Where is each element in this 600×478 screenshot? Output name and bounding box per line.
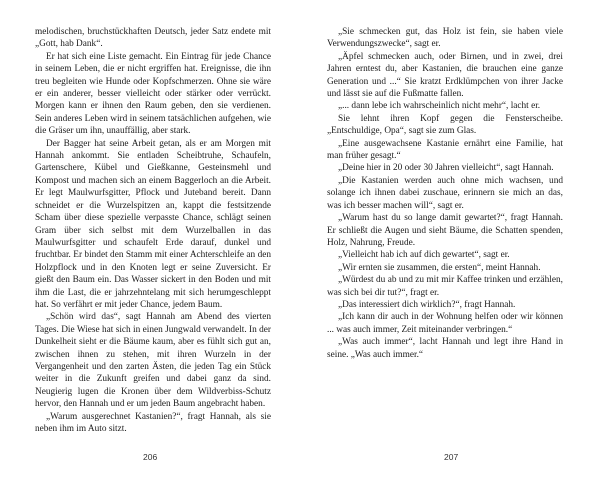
paragraph: „Wir ernten sie zusammen, die ersten“, meint Hannah.: [338, 262, 541, 273]
paragraph: Der Bagger hat seine Arbeit getan, als er am Morgen mit Hannah ankommt. Sie entladen Scheibtruhe, Schaufeln, Gartenschere, Kübel und Gießkanne, Gesteinsmehl und Kompost und machen sich an einem Baggerloch an die Arbeit. Er legt Maulwurfsgitter, Pflock und Juteband bereit. Dann schneidet er die Wurzelspitzen an, kappt die festsitzende Scham über diese spezielle verpasste Chance, schlägt seinen Gram über sich selbst mit dem Wurzelballen in das Maulwurfsgitter und schaufelt Erde darauf, dunkel und fruchtbar. Er bindet den Stamm mit einer Achterschleife an den Holzpflock und in den Knoten legt er seine Zuversicht. Er gießt den Baum ein. Das Wasser sickert in den Boden und mit ihm die Last, die er jahrzehntelang mit sich herumgeschleppt hat. So verfährt er mit jeder Chance, jedem Baum.: [35, 138, 271, 310]
page-number-right: 207: [444, 452, 459, 462]
paragraph: „Eine ausgewachsene Kastanie ernährt eine Familie, hat man früher gesagt.“: [327, 138, 563, 162]
paragraph: „Schön wird das“, sagt Hannah am Abend des vierten Tages. Die Wiese hat sich in einen Jungwald verwandelt. In der Dunkelheit sieht er die Bäume kaum, aber es fühlt sich gut an, zwischen ihnen zu stehen, mit ihren Wurzeln in der Vergangenheit und den zarten Ästen, die jeden Tag ein Stück weiter in die Zukunft greifen und dabei ganz da sind. Neugierig lugen die Kronen über dem Wildverbiss-Schutz hervor, den Hannah und er um jeden Baum angebracht haben.: [35, 312, 271, 410]
paragraph: „Warum ausgerechnet Kastanien?“, fragt Hannah, als sie neben ihm im Auto sitzt.: [35, 411, 271, 434]
right-page-text: [327, 26, 563, 361]
paragraph: „Das interessiert dich wirklich?“, fragt Hannah.: [338, 299, 516, 310]
paragraph: „Vielleicht hab ich auf dich gewartet“, sagt er.: [338, 250, 510, 261]
paragraph: „Die Kastanien werden auch ohne mich wachsen, und solange ich ihnen dabei zuschaue, erinnern sie mich an das, was ich besser machen will“, sagt er.: [327, 175, 563, 211]
paragraph: Er hat sich eine Liste gemacht. Ein Eintrag für jede Chance in seinem Leben, die er nicht ergriffen hat. Ereignisse, die ihn treu begleiten wie Hunde oder Kopfschmerzen. Ohne sie wäre er ein anderer, besser vielleicht oder stärker oder verrückt. Morgen kann er ihnen den Raum geben, den sie verdienen. Sein anderes Leben wird in seinem tatsächlichen aufgehen, wie die Gräser um ihn, unauffällig, aber stark.: [35, 51, 271, 137]
paragraph: Sie lehnt ihren Kopf gegen die Fensterscheibe. „Entschuldige, Opa“, sagt sie zum Glas.: [327, 113, 563, 137]
paragraph: „Ich kann dir auch in der Wohnung helfen oder wir können ... was auch immer, Zeit miteinander verbringen.“: [327, 312, 563, 335]
paragraph: „Was auch immer“, lacht Hannah und legt ihre Hand in seine. „Was auch immer.“: [327, 337, 563, 360]
paragraph: „Äpfel schmecken auch, oder Birnen, und in zwei, drei Jahren erntest du, aber Kastanien, die brauchen eine ganze Generation und ...“ Sie kratzt Erdklümpchen von ihrer Jacke und lässt sie auf die Fußmatte fallen.: [327, 51, 563, 100]
right-page: [300, 0, 600, 478]
paragraph: „Warum hast du so lange damit gewartet?“, fragt Hannah. Er schließt die Augen und sieht Bäume, die Schatten spenden, Holz, Nahrung, Freude.: [327, 213, 563, 248]
paragraph: „Deine hier in 20 oder 30 Jahren vielleicht“, sagt Hannah.: [338, 163, 554, 174]
paragraph: „Sie schmecken gut, das Holz ist fein, sie haben viele Verwendungszwecke“, sagt er.: [327, 27, 563, 50]
left-page-text: [35, 26, 271, 435]
paragraph: „Würdest du ab und zu mit mir Kaffee trinken und erzählen, was sich bei dir tut?“, fragt er.: [327, 275, 563, 298]
page-number-left: 206: [143, 452, 158, 462]
paragraph: melodischen, bruchstückhaften Deutsch, jeder Satz endete mit „Gott, hab Dank“.: [35, 27, 271, 50]
paragraph: „... dann lebe ich wahrscheinlich nicht mehr“, lacht er.: [338, 101, 541, 112]
